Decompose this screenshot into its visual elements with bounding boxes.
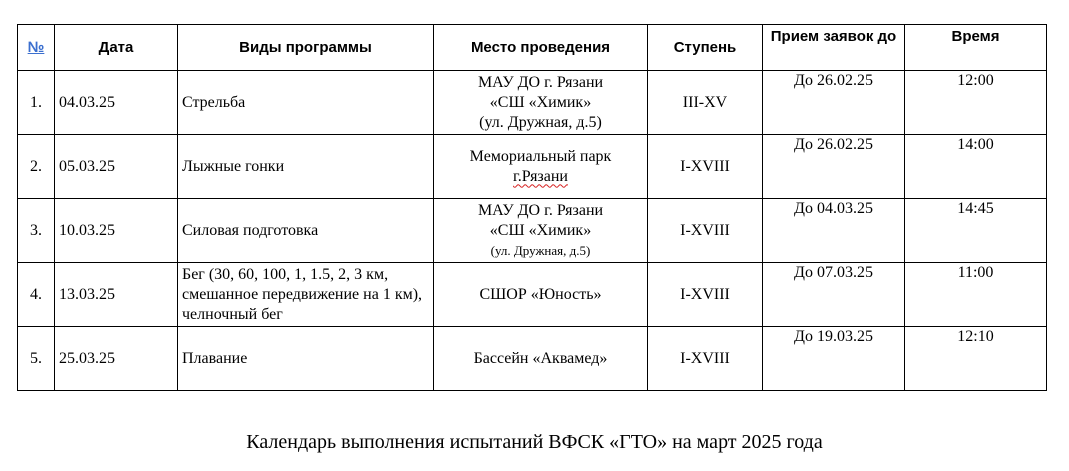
row-time: 12:00	[905, 71, 1047, 135]
venue-line: (ул. Дружная, д.5)	[479, 113, 602, 131]
row-date: 13.03.25	[55, 263, 178, 327]
row-date: 10.03.25	[55, 199, 178, 263]
row-deadline: До 19.03.25	[763, 327, 905, 391]
header-level: Ступень	[648, 25, 763, 71]
header-venue: Место проведения	[434, 25, 648, 71]
header-time: Время	[905, 25, 1047, 71]
row-time: 12:10	[905, 327, 1047, 391]
venue-line: г.Рязани	[513, 167, 568, 185]
row-time: 11:00	[905, 263, 1047, 327]
row-time: 14:45	[905, 199, 1047, 263]
table-row	[18, 71, 1047, 135]
row-level: I-XVIII	[648, 263, 763, 327]
venue-line: «СШ «Химик»	[489, 93, 592, 111]
row-venue	[434, 71, 648, 135]
events-table	[17, 24, 1047, 391]
table-body	[18, 71, 1047, 391]
row-level: III-XV	[648, 71, 763, 135]
header-date: Дата	[55, 25, 178, 71]
row-program: Плавание	[178, 327, 434, 391]
header-deadline: Прием заявок до	[763, 25, 905, 71]
header-program: Виды программы	[178, 25, 434, 71]
row-date: 25.03.25	[55, 327, 178, 391]
venue-line: СШОР «Юность»	[479, 285, 602, 303]
row-program: Стрельба	[178, 71, 434, 135]
row-deadline: До 04.03.25	[763, 199, 905, 263]
venue-line: «СШ «Химик»	[489, 221, 592, 239]
row-program: Лыжные гонки	[178, 135, 434, 199]
row-deadline: До 26.02.25	[763, 135, 905, 199]
table-row	[18, 199, 1047, 263]
header-row	[18, 25, 1047, 71]
venue-line: (ул. Дружная, д.5)	[490, 242, 591, 258]
row-number: 2.	[18, 135, 55, 199]
row-time: 14:00	[905, 135, 1047, 199]
row-number: 3.	[18, 199, 55, 263]
row-number: 5.	[18, 327, 55, 391]
row-level: I-XVIII	[648, 199, 763, 263]
header-number: №	[18, 25, 55, 71]
row-deadline: До 07.03.25	[763, 263, 905, 327]
row-level: I-XVIII	[648, 135, 763, 199]
row-date: 05.03.25	[55, 135, 178, 199]
table-row	[18, 327, 1047, 391]
row-date: 04.03.25	[55, 71, 178, 135]
document-sheet	[17, 24, 1046, 391]
row-venue	[434, 199, 648, 263]
table-row	[18, 135, 1047, 199]
row-venue	[434, 263, 648, 327]
venue-line: Бассейн «Аквамед»	[473, 349, 608, 367]
row-venue	[434, 135, 648, 199]
row-program: Силовая подготовка	[178, 199, 434, 263]
venue-line: МАУ ДО г. Рязани	[477, 201, 604, 219]
row-deadline: До 26.02.25	[763, 71, 905, 135]
row-number: 1.	[18, 71, 55, 135]
table-header	[18, 25, 1047, 71]
venue-line: МАУ ДО г. Рязани	[477, 73, 604, 91]
row-program: Бег (30, 60, 100, 1, 1.5, 2, 3 км, смешанное передвижение на 1 км), челночный бег	[178, 263, 434, 327]
table-row	[18, 263, 1047, 327]
row-level: I-XVIII	[648, 327, 763, 391]
row-number: 4.	[18, 263, 55, 327]
venue-line: Мемориальный парк	[469, 147, 612, 165]
row-venue	[434, 327, 648, 391]
document-caption: Календарь выполнения испытаний ВФСК «ГТО» на март 2025 года	[246, 431, 823, 453]
